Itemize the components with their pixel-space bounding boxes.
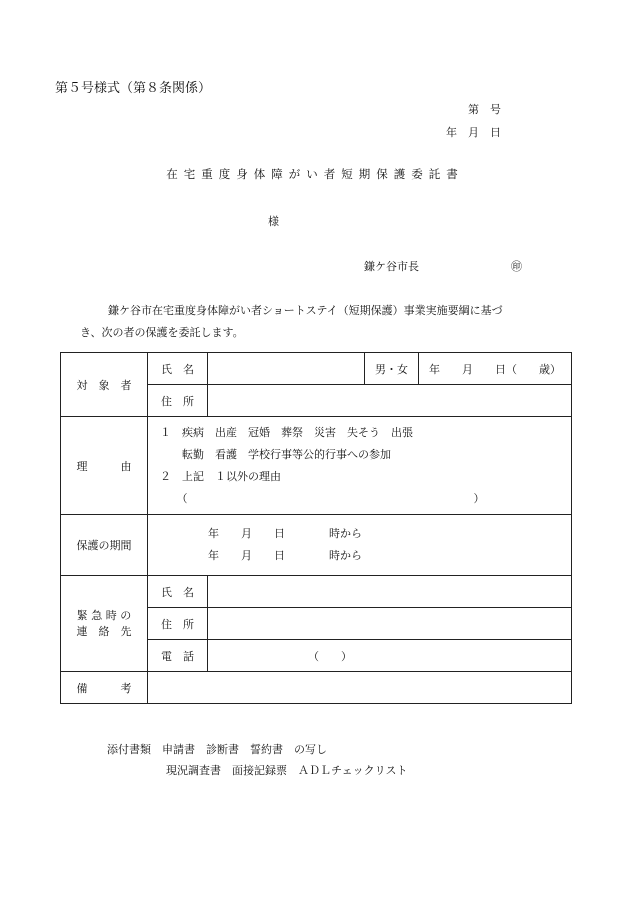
reason-line: 転勤 看護 学校行事等公的行事への参加 [160, 447, 391, 461]
reason-line: （ ） [160, 491, 485, 505]
subject-name-field[interactable] [208, 353, 365, 385]
remarks-row [61, 672, 572, 704]
reason-field[interactable] [148, 417, 572, 515]
remarks-field[interactable] [148, 672, 572, 704]
period-field[interactable] [148, 515, 572, 576]
document-date: 年 月 日 [446, 126, 501, 139]
emergency-name-label: 氏 名 [148, 576, 208, 608]
body-line-2: き、次の者の保護を委託します。 [80, 326, 244, 339]
sex-field[interactable]: 男・女 [365, 353, 419, 385]
emergency-phone-label: 電 話 [148, 640, 208, 672]
attachments-line-2: 現況調査書 面接記録票 ＡＤＬチェックリスト [166, 764, 408, 777]
name-label: 氏 名 [148, 353, 208, 385]
emergency-name-field[interactable] [208, 576, 572, 608]
period-start: 年 月 日 時から [208, 527, 362, 540]
period-row [61, 515, 572, 576]
period-end: 年 月 日 時から [208, 549, 362, 562]
seal-mark: ㊞ [511, 260, 522, 273]
address-label: 住 所 [148, 385, 208, 417]
body-text [80, 300, 528, 344]
period-label: 保護の期間 [61, 515, 148, 576]
emergency-phone-field[interactable]: （ ） [208, 640, 572, 672]
emergency-label-line-1: 緊 急 時 の [76, 608, 132, 622]
document-title: 在宅重度身体障がい者短期保護委託書 [166, 167, 464, 181]
attachments-note [107, 739, 407, 781]
emergency-address-label: 住 所 [148, 608, 208, 640]
document-number: 第 号 [468, 103, 501, 116]
sender: 鎌ケ谷市長 [364, 260, 419, 273]
birth-date-field[interactable]: 年 月 日（ 歳） [419, 353, 572, 385]
form-number: 第５号様式（第８条関係） [55, 81, 212, 96]
reason-line: １ 疾病 出産 冠婚 葬祭 災害 失そう 出張 [160, 425, 413, 439]
emergency-address-field[interactable] [208, 608, 572, 640]
subject-address-field[interactable] [208, 385, 572, 417]
reason-label: 理 由 [61, 417, 148, 515]
attachments-line-1: 添付書類 申請書 診断書 誓約書 の写し [107, 743, 327, 756]
addressee: 様 [268, 215, 279, 228]
reason-row [61, 417, 572, 515]
subject-label: 対 象 者 [61, 353, 148, 417]
body-line-1: 鎌ケ谷市在宅重度身体障がい者ショートステイ（短期保護）事業実施要綱に基づ [108, 304, 503, 317]
remarks-label: 備 考 [61, 672, 148, 704]
emergency-contact-label [61, 576, 148, 672]
emergency-label-line-2: 連 絡 先 [76, 624, 132, 638]
reason-line: ２ 上記 １以外の理由 [160, 469, 281, 483]
commission-table [60, 352, 572, 704]
emergency-name-row [61, 576, 572, 608]
subject-name-row [61, 353, 572, 385]
